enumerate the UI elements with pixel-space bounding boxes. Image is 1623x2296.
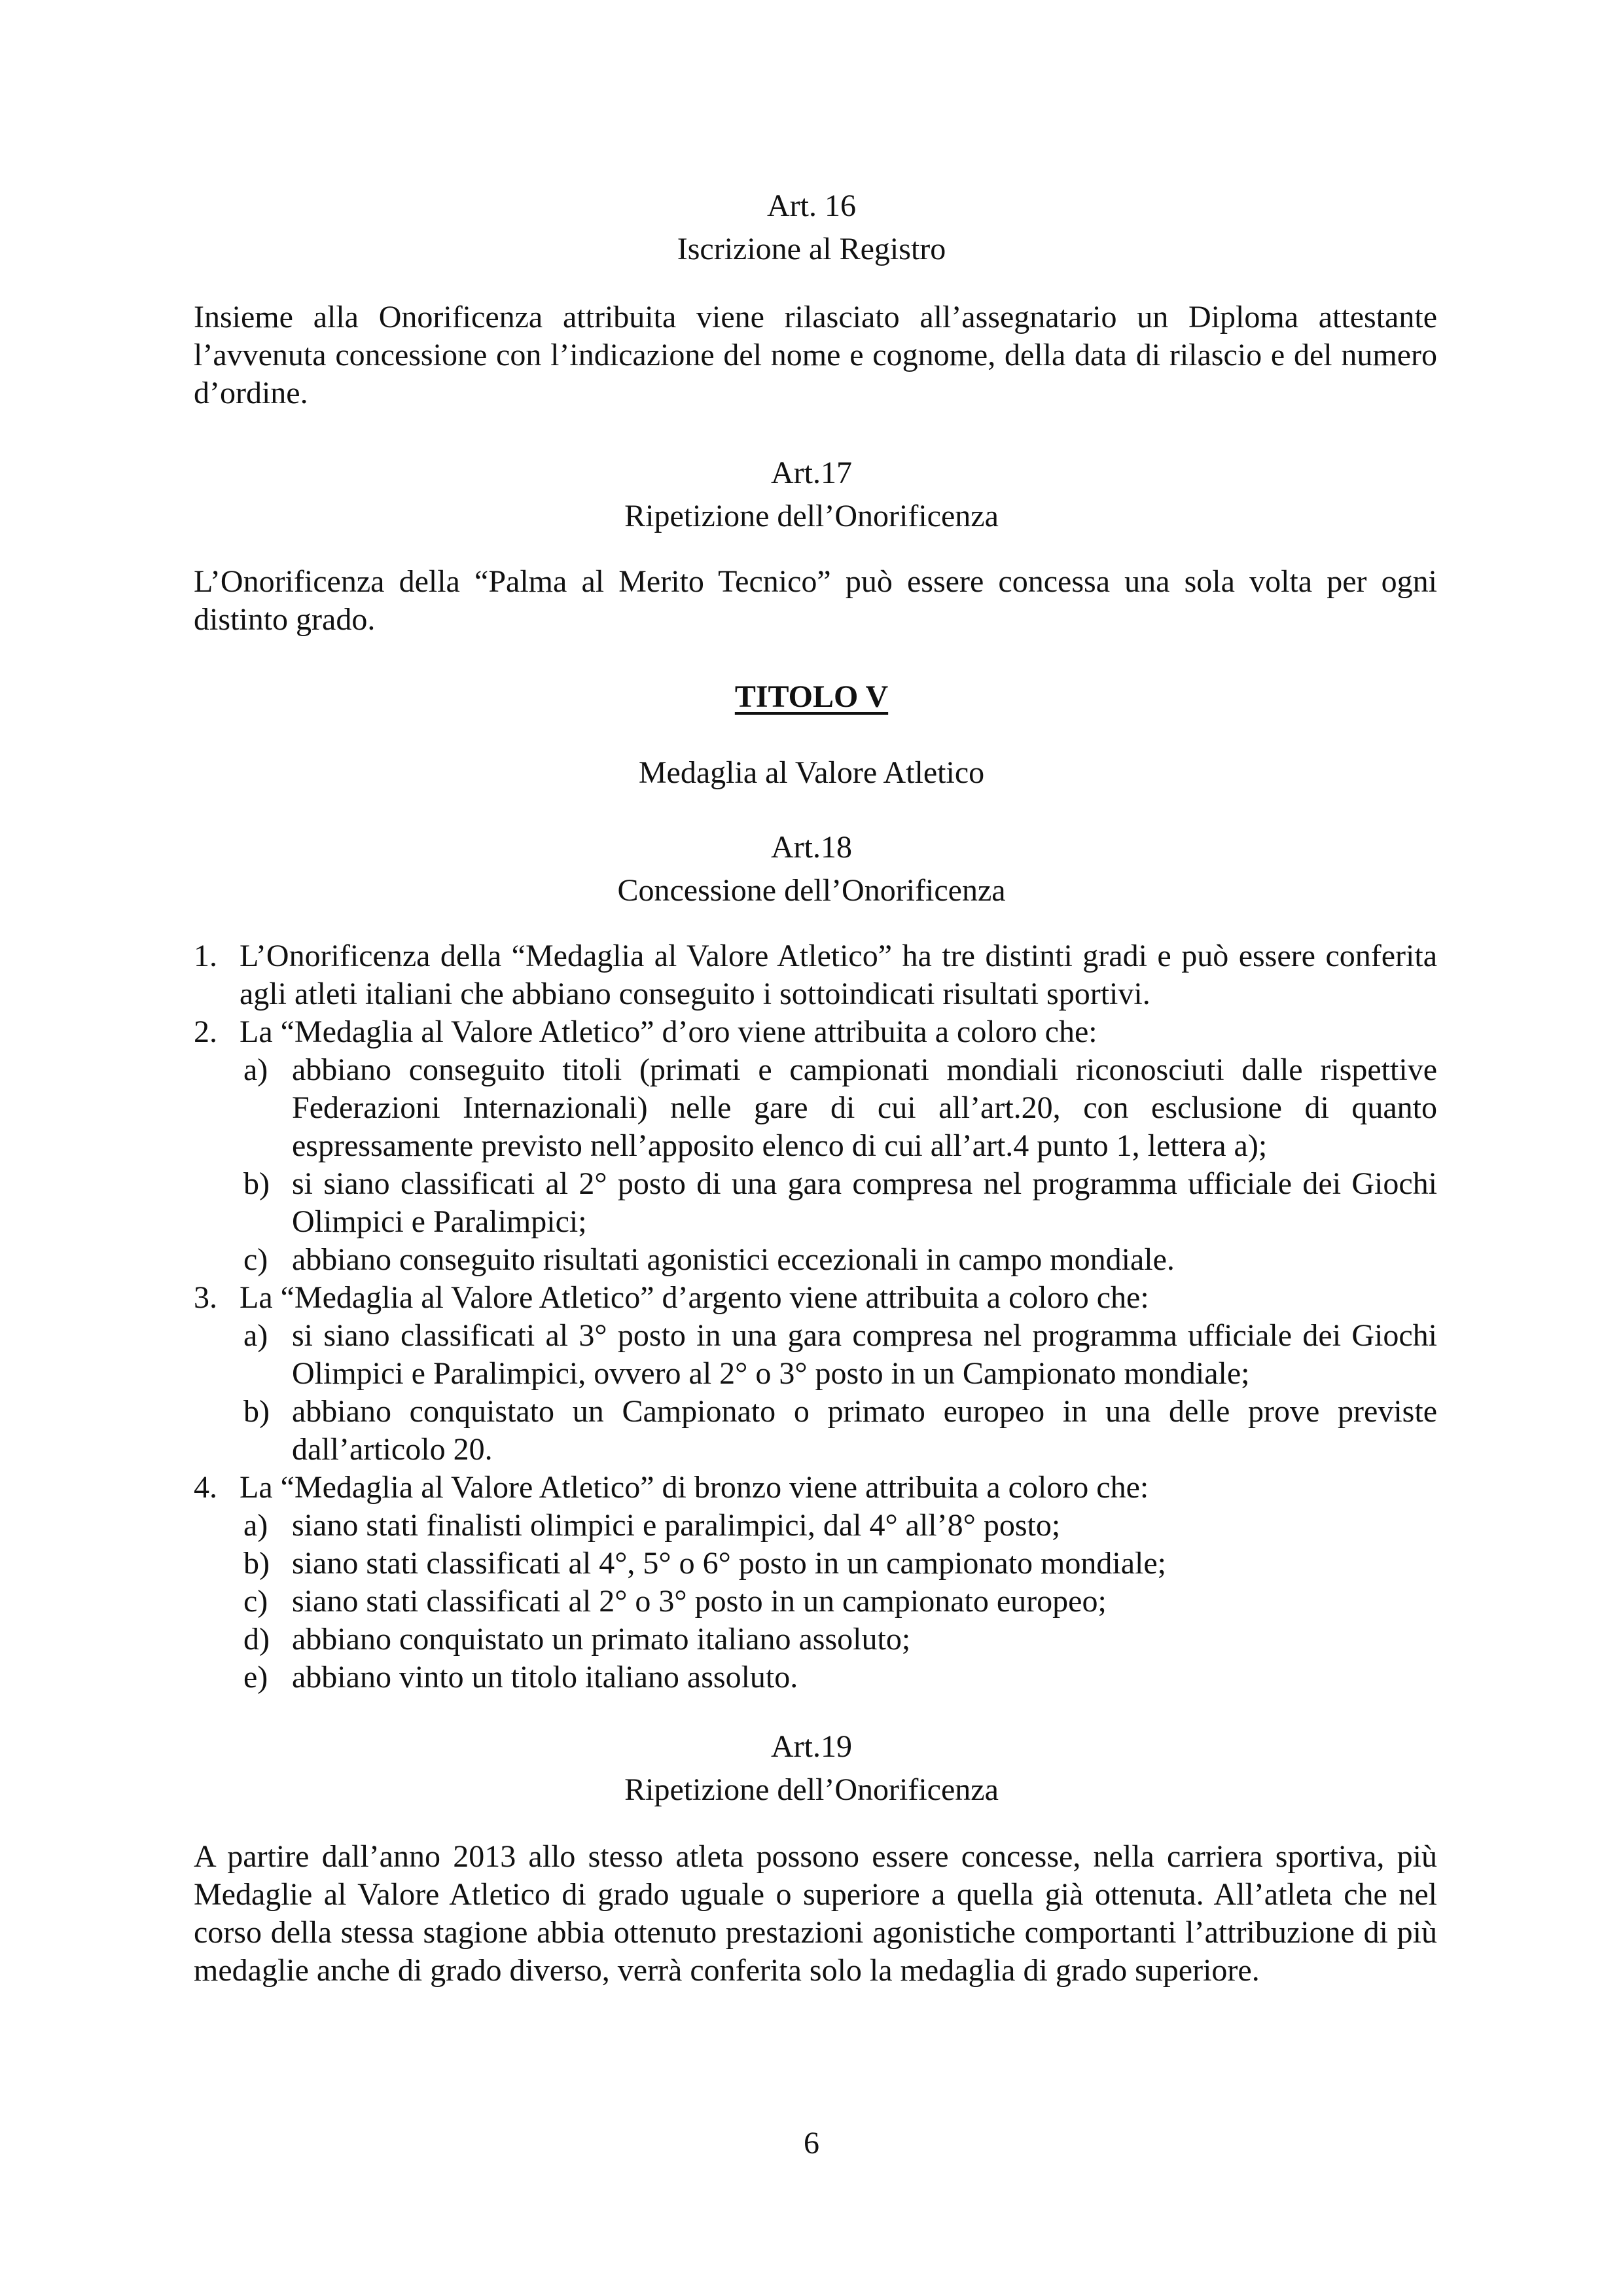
sub-item (194, 1507, 1437, 1545)
art19-header (0, 1725, 1623, 1812)
article-title: Iscrizione al Registro (677, 232, 946, 266)
list-item (194, 1469, 1437, 1507)
sub-text: abbiano conquistato un Campionato o primato europeo in una delle prove previste dall’articolo 20. (292, 1394, 1437, 1467)
sub-text: siano stati finalisti olimpici e paralimpici, dal 4° all’8° posto; (292, 1508, 1061, 1543)
section-subtitle: Medaglia al Valore Atletico (638, 755, 985, 790)
art17-body: L’Onorificenza della “Palma al Merito Tecnico” può essere concessa una sola volta per ogni distinto grado. (194, 564, 1437, 637)
item-number: 3. (194, 1280, 217, 1315)
list-item (194, 1279, 1437, 1317)
sub-text: siano stati classificati al 2° o 3° posto in un campionato europeo; (292, 1584, 1107, 1619)
article-number: Art.19 (771, 1729, 852, 1764)
sub-letter: b) (243, 1166, 270, 1201)
art18-header (0, 826, 1623, 912)
sub-letter: c) (243, 1584, 268, 1619)
sub-letter: a) (243, 1508, 268, 1543)
art16-header (0, 185, 1623, 271)
sub-item (194, 1393, 1437, 1469)
sub-letter: a) (243, 1318, 268, 1353)
art18-list (194, 937, 1437, 1696)
sub-letter: b) (243, 1546, 270, 1581)
sub-letter: a) (243, 1052, 268, 1087)
art16-body: Insieme alla Onorificenza attribuita viene rilasciato all’assegnatario un Diploma attestante l’avvenuta concessione con l’indicazione del nome e cognome, della data di rilascio e del numero d’ordine. (194, 300, 1437, 410)
sub-item (194, 1545, 1437, 1583)
sub-letter: d) (243, 1622, 270, 1657)
item-text: La “Medaglia al Valore Atletico” d’oro viene attribuita a coloro che: (240, 1014, 1097, 1049)
page-number: 6 (804, 2126, 819, 2161)
item-text: La “Medaglia al Valore Atletico” di bronzo viene attribuita a coloro che: (240, 1470, 1149, 1505)
item-text: La “Medaglia al Valore Atletico” d’argento viene attribuita a coloro che: (240, 1280, 1149, 1315)
item-number: 4. (194, 1470, 217, 1505)
list-item (194, 1013, 1437, 1051)
sub-letter: e) (243, 1660, 268, 1695)
article-number: Art.17 (771, 456, 852, 490)
sub-item (194, 1583, 1437, 1621)
sub-item (194, 1165, 1437, 1241)
article-title: Concessione dell’Onorificenza (617, 873, 1006, 908)
sub-item (194, 1241, 1437, 1279)
art19-body: A partire dall’anno 2013 allo stesso atleta possono essere concesse, nella carriera sportiva, più Medaglie al Valore Atletico di grado uguale o superiore a quella già ottenuta. All’atleta che nel corso della stessa stagione abbia ottenuto prestazioni agonistiche comportanti l’attribuzione di più medaglie anche di grado diverso, verrà conferita solo la medaglia di grado superiore. (194, 1839, 1437, 1988)
sub-letter: c) (243, 1242, 268, 1277)
sub-item (194, 1317, 1437, 1393)
sub-text: abbiano conquistato un primato italiano assoluto; (292, 1622, 911, 1657)
article-number: Art.18 (771, 830, 852, 865)
article-title: Ripetizione dell’Onorificenza (624, 1772, 999, 1807)
item-text: L’Onorificenza della “Medaglia al Valore Atletico” ha tre distinti gradi e può essere conferita agli atleti italiani che abbiano conseguito i sottoindicati risultati sportivi. (240, 939, 1437, 1011)
item-number: 2. (194, 1014, 217, 1049)
sub-text: si siano classificati al 2° posto di una gara compresa nel programma ufficiale dei Giochi Olimpici e Paralimpici; (292, 1166, 1437, 1239)
item-number: 1. (194, 939, 217, 973)
article-title: Ripetizione dell’Onorificenza (624, 499, 999, 533)
art17-header (0, 452, 1623, 538)
sub-letter: b) (243, 1394, 270, 1429)
sub-item (194, 1051, 1437, 1165)
titolo-heading: TITOLO V (734, 679, 889, 714)
sub-item (194, 1621, 1437, 1659)
sub-text: siano stati classificati al 4°, 5° o 6° posto in un campionato mondiale; (292, 1546, 1167, 1581)
sub-text: abbiano conseguito titoli (primati e campionati mondiali riconosciuti dalle rispettive Federazioni Internazionali) nelle gare di cui all’art.20, con esclusione di quanto espressamente previsto nell’apposito elenco di cui all’art.4 punto 1, lettera a); (292, 1052, 1437, 1163)
article-number: Art. 16 (767, 188, 856, 223)
sub-text: si siano classificati al 3° posto in una gara compresa nel programma ufficiale dei Giochi Olimpici e Paralimpici, ovvero al 2° o 3° posto in un Campionato mondiale; (292, 1318, 1437, 1391)
sub-text: abbiano conseguito risultati agonistici eccezionali in campo mondiale. (292, 1242, 1175, 1277)
sub-text: abbiano vinto un titolo italiano assoluto. (292, 1660, 798, 1695)
list-item (194, 937, 1437, 1013)
section-heading (0, 678, 1623, 716)
sub-item (194, 1659, 1437, 1696)
